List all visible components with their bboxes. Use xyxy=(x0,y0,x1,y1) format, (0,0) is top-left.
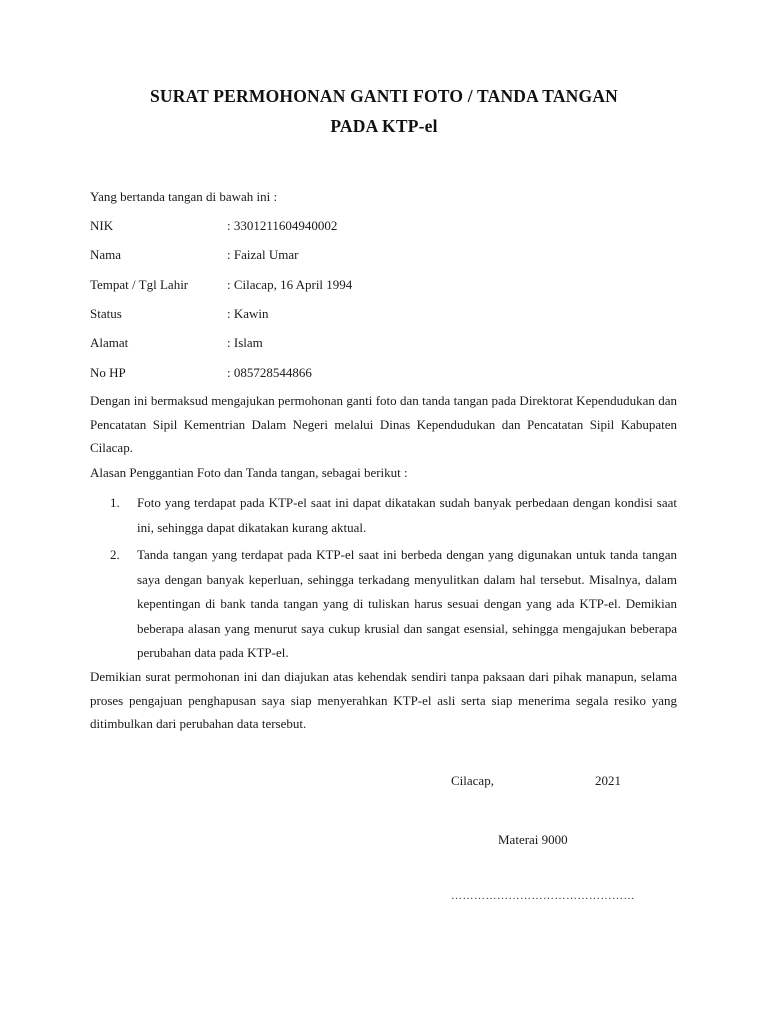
materai-label: Materai 9000 xyxy=(498,832,568,847)
reason-text: Foto yang terdapat pada KTP-el saat ini dapat dikatakan sudah banyak perbedaan dengan kondisi saat ini, sehingga dapat dikatakan kurang aktual. xyxy=(137,495,677,535)
field-value-nik: : 3301211604940002 xyxy=(227,218,338,233)
field-label-status: Status xyxy=(90,306,122,321)
field-value-status: : Kawin xyxy=(227,306,269,321)
field-label-nik: NIK xyxy=(90,218,114,233)
signature-place: Cilacap, xyxy=(451,773,494,788)
purpose-paragraph: Dengan ini bermaksud mengajukan permohonan ganti foto dan tanda tangan pada Direktorat Kependudukan dan Pencatatan Sipil Kementrian Dalam Negeri melalui Dinas Kependudukan dan Pencatatan Sipil Kabupaten Cilacap. xyxy=(90,393,677,455)
signature-dotted-line: ………………………………………… xyxy=(451,890,635,902)
field-value-nama: : Faizal Umar xyxy=(227,247,299,262)
signature-year: 2021 xyxy=(595,773,621,788)
document-title-line-2: PADA KTP-el xyxy=(330,116,438,136)
reason-number: 1. xyxy=(110,495,120,510)
field-value-tempat-tgl-lahir: : Cilacap, 16 April 1994 xyxy=(227,277,353,292)
reason-text: Tanda tangan yang terdapat pada KTP-el saat ini berbeda dengan yang digunakan untuk tanda tangan saya dengan banyak keperluan, sehingga terkadang menyulitkan dalam hal tersebut. Misalnya, dalam kepentingan di bank tanda tangan yang di tuliskan harus sesuai dengan yang ada KTP-el. Demikian beberapa alasan yang menurut saya cukup krusial dan sangat esensial, sehingga mengajukan beberapa perubahan data pada KTP-el. xyxy=(137,547,677,660)
intro-text: Yang bertanda tangan di bawah ini : xyxy=(90,189,278,204)
field-value-alamat: : Islam xyxy=(227,335,263,350)
field-label-alamat: Alamat xyxy=(90,335,129,350)
closing-paragraph: Demikian surat permohonan ini dan diajukan atas kehendak sendiri tanpa paksaan dari pihak manapun, selama proses pengajuan penghapusan saya siap menyerahkan KTP-el asli serta siap menerima segala resiko yang ditimbulkan dari perubahan data tersebut. xyxy=(90,669,677,731)
field-label-nama: Nama xyxy=(90,247,122,262)
field-label-tempat-tgl-lahir: Tempat / Tgl Lahir xyxy=(90,277,189,292)
document-title-line-1: SURAT PERMOHONAN GANTI FOTO / TANDA TANGAN xyxy=(150,86,618,106)
reason-number: 2. xyxy=(110,547,120,562)
reasons-intro: Alasan Penggantian Foto dan Tanda tangan, sebagai berikut : xyxy=(90,465,408,480)
field-value-no-hp: : 085728544866 xyxy=(227,365,312,380)
field-label-no-hp: No HP xyxy=(90,365,126,380)
